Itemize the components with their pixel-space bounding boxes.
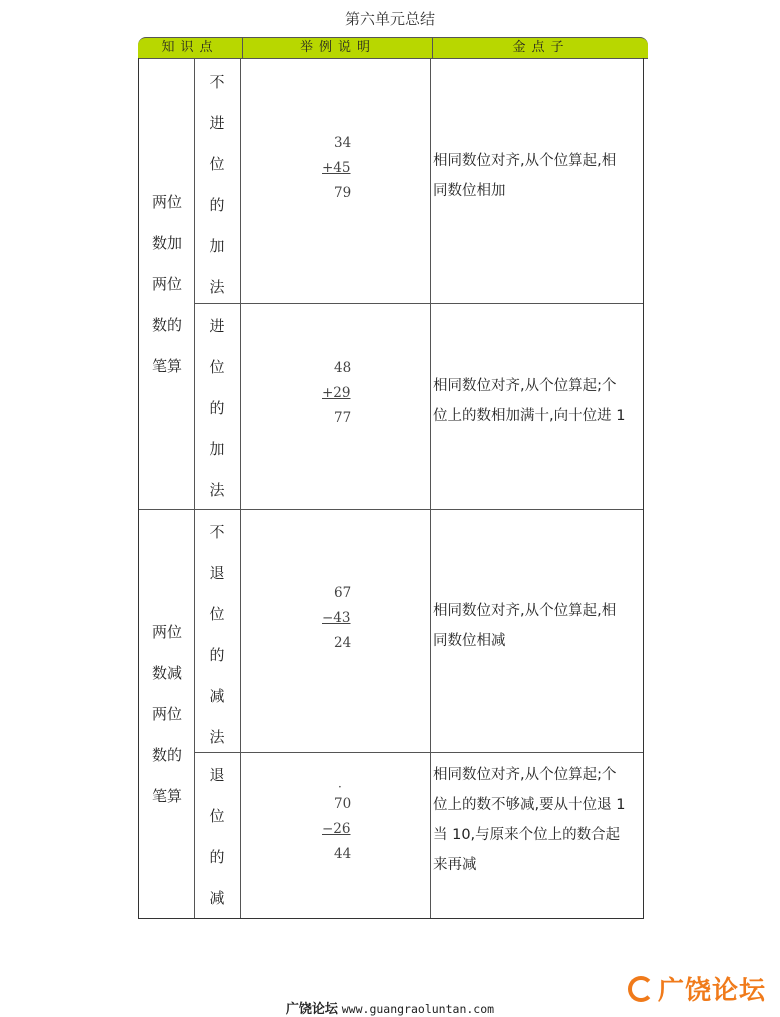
site-logo: [628, 970, 766, 1007]
example-calculation: 67 −43 24: [322, 585, 352, 651]
footer-brand: 广饶论坛: [285, 1002, 338, 1017]
subtopic-borrow-subtraction: 退 位 的 减: [209, 766, 225, 907]
subtopic-no-borrow-subtraction: 不 退 位 的 减 法: [209, 523, 225, 746]
tip-text: 相同数位对齐,从个位算起,相 同数位相加: [433, 153, 617, 199]
tip-text: 相同数位对齐,从个位算起;个 位上的数相加满十,向十位进 1: [433, 378, 626, 424]
footer-url[interactable]: www.guangraoluntan.com: [341, 1002, 495, 1016]
page-title: 第六单元总结: [344, 10, 435, 28]
header-tips: 金点子: [432, 38, 649, 58]
topic-subtraction: 两位 数减 两位 数的 笔算: [151, 623, 182, 805]
row-divider: [194, 752, 643, 753]
header-knowledge: 知识点: [161, 40, 219, 55]
logo-icon: [628, 976, 654, 1002]
topic-addition: 两位 数加 两位 数的 笔算: [151, 193, 182, 375]
table-header: [138, 37, 648, 59]
subtopic-carry-addition: 进 位 的 加 法: [209, 317, 225, 499]
logo-text: 广饶论坛: [657, 976, 766, 1006]
example-calculation: · 70 −26 44: [322, 780, 352, 862]
tip-text: 相同数位对齐,从个位算起;个 位上的数不够减,要从十位退 1 当 10,与原来个位上的数合起 来再减: [433, 767, 626, 873]
header-example: 举例说明: [242, 38, 433, 58]
tip-text: 相同数位对齐,从个位算起,相 同数位相减: [433, 603, 617, 649]
column-divider: [194, 58, 195, 918]
column-divider: [240, 58, 241, 918]
example-calculation: 48 +29 77: [322, 360, 352, 426]
column-divider: [430, 58, 431, 918]
subtopic-no-carry-addition: 不 进 位 的 加 法: [209, 73, 225, 296]
summary-table: [138, 58, 644, 919]
borrow-dot: ·: [338, 780, 342, 794]
example-calculation: 34 +45 79: [322, 135, 352, 201]
row-divider: [194, 303, 643, 304]
